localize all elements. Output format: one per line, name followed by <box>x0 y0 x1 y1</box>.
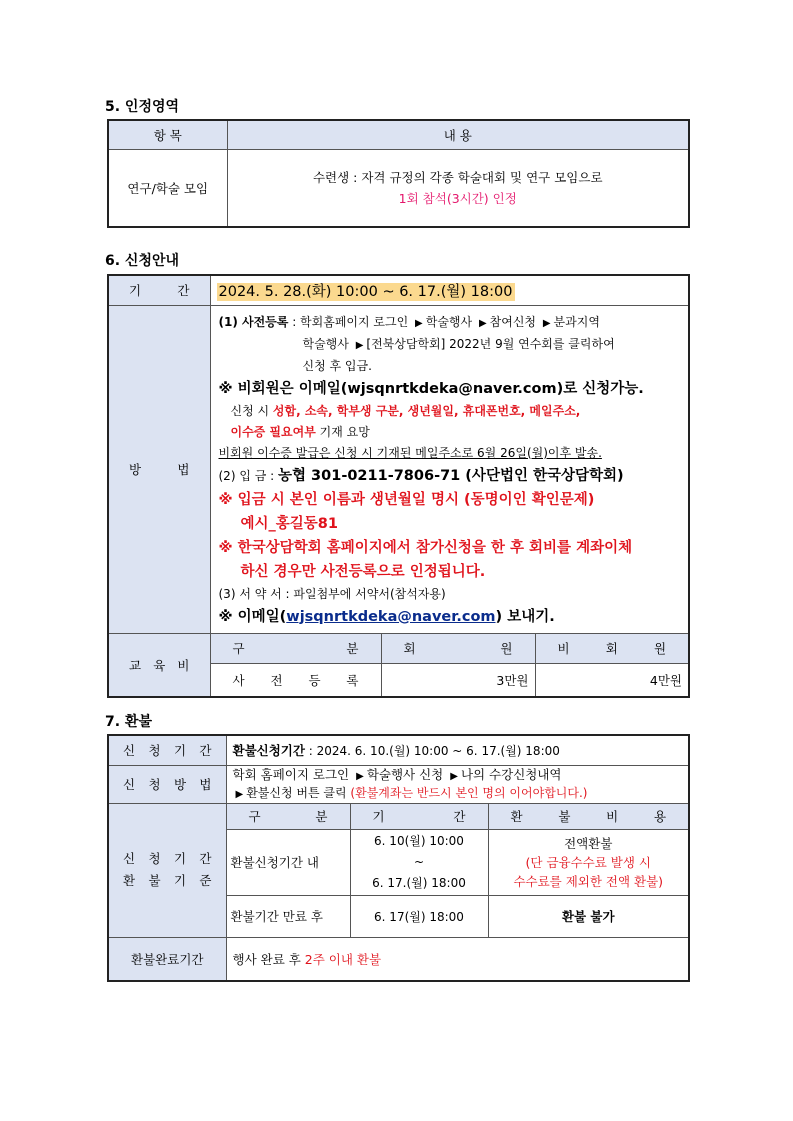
criteria-row2-cost: 환불 불가 <box>488 895 689 937</box>
required-fields: 성함, 소속, 학부생 구분, 생년월일, 휴대폰번호, 메일주소, <box>272 403 581 418</box>
criteria-header-period: 기 간 <box>350 803 488 829</box>
criteria-row1-period: 6. 10(월) 10:00 ~ 6. 17.(월) 18:00 <box>350 829 488 895</box>
row-content-research <box>227 149 689 227</box>
refund-complete-label: 환불완료기간 <box>108 937 226 981</box>
criteria-row1-label: 환불신청기간 내 <box>226 829 350 895</box>
deposit-example: 예시_홍길동81 <box>240 515 338 532</box>
registration-warning-2: 하신 경우만 사전등록으로 인정됩니다. <box>240 563 486 580</box>
refund-table <box>107 734 690 982</box>
nonmember-note: ※ 비회원은 이메일(wjsqnrtkdeka@naver.com)로 신청가능. <box>218 380 644 397</box>
fee-member: 3만원 <box>381 663 535 697</box>
header-content: 내 용 <box>227 120 689 149</box>
section-7-title: 7. 환불 <box>105 714 152 730</box>
arrow-icon: ▶ <box>356 770 364 782</box>
period-label: 기 간 <box>108 275 210 305</box>
refund-complete-value: 행사 완료 후 2주 이내 환불 <box>226 937 689 981</box>
recognition-table <box>107 119 690 228</box>
row-label-research: 연구/학술 모임 <box>108 149 227 227</box>
application-table <box>107 274 690 698</box>
fee-header-category: 구 분 <box>210 633 381 663</box>
registration-warning-1: ※ 한국상담학회 홈페이지에서 참가신청을 한 후 회비를 계좌이체 <box>218 539 633 556</box>
fee-label: 교 육 비 <box>108 633 210 697</box>
method-label: 방 법 <box>108 305 210 633</box>
arrow-icon: ▶ <box>235 788 244 800</box>
refund-period-value: 환불신청기간 : 2024. 6. 10.(월) 10:00 ~ 6. 17.(월) 18:00 <box>226 735 689 765</box>
refund-criteria-label: 신 청 기 간 환 불 기 준 <box>108 803 226 937</box>
criteria-row2-period: 6. 17(월) 18:00 <box>350 895 488 937</box>
deposit-warning: ※ 입금 시 본인 이름과 생년월일 명시 (동명이인 확인문제) <box>218 491 595 508</box>
criteria-row1-cost: 전액환불 (단 금융수수료 발생 시 수수료를 제외한 전액 환불) <box>488 829 689 895</box>
arrow-icon: ▶ <box>450 770 458 782</box>
refund-account-note: (환불계좌는 반드시 본인 명의 이어야합니다.) <box>350 785 588 800</box>
arrow-icon: ▶ <box>415 317 423 329</box>
period-value: 2024. 5. 28.(화) 10:00 ~ 6. 17.(월) 18:00 <box>210 275 689 305</box>
fee-row-label: 사 전 등 록 <box>210 663 381 697</box>
criteria-header-category: 구 분 <box>226 803 350 829</box>
certificate-note: 비회원 이수증 발급은 신청 시 기재된 메일주소로 6월 26일(월)이후 발송. <box>218 445 602 460</box>
header-item: 항 목 <box>108 120 227 149</box>
arrow-icon: ▶ <box>478 317 487 329</box>
email-link[interactable]: wjsqnrtkdeka@naver.com <box>286 608 496 625</box>
section-6-title: 6. 신청안내 <box>105 253 180 269</box>
step-3-pledge: (3) 서 약 서 : 파일첨부에 서약서(참석자용) <box>218 586 446 601</box>
fee-nonmember: 4만원 <box>535 663 689 697</box>
content-line-2: 1회 참석(3시간) 인정 <box>398 190 517 206</box>
step-2-label: (2) 입 금 : <box>218 468 278 483</box>
content-line-1: 수련생 : 자격 규정의 각종 학술대회 및 연구 모임으로 <box>312 169 603 185</box>
arrow-icon: ▶ <box>542 317 551 329</box>
method-content: (1) 사전등록 : 학회홈페이지 로그인 ▶ 학술행사 ▶ 참여신청 ▶ 분과지역 학술행사 ▶ [전북상담학회] 2022년 9월 연수회를 클릭하여 신청 후 입금. ※ 비회원은 이메일(wjsqnrtkdeka@naver.com)로 신청가능. 신청 시 성함, 소속, 학부생 구분, 생년월일, 휴대폰번호, 메일주소, 이수증 필요여부 기재 요망 비회원 이수증 발급은 신청 시 기재된 메일주소로 6월 26일(월)이후 발송. (2) 입 금 : 농협 301-0211-7806-71 (사단법인 한국상담학회) ※ 입금 시 본인 이름과 생년월일 명시 (동명이인 확인문제) 예시_홍길동81 ※ 한국상담학회 홈페이지에서 참가신청을 한 후 회비를 계좌이체 하신 경우만 사전등록으로 인정됩니다. (3) 서 약 서 : 파일첨부에 서약서(참석자용) ※ 이메일(wjsqnrtkdeka@naver.com) 보내기. <box>210 305 689 633</box>
arrow-icon: ▶ <box>355 339 364 351</box>
step-1-line-3: 신청 후 입금. <box>302 358 372 373</box>
bank-account: 농협 301-0211-7806-71 (사단법인 한국상담학회) <box>277 467 624 484</box>
refund-period-label: 신 청 기 간 <box>108 735 226 765</box>
step-1-label: (1) 사전등록 <box>218 314 289 329</box>
refund-method-label: 신 청 방 법 <box>108 765 226 803</box>
refund-method-value: 학회 홈페이지 로그인 ▶ 학술행사 신청 ▶ 나의 수강신청내역 ▶ 환불신청 버튼 클릭 (환불계좌는 반드시 본인 명의 이어야합니다.) <box>226 765 689 803</box>
criteria-header-cost: 환 불 비 용 <box>488 803 689 829</box>
fee-header-nonmember: 비 회 원 <box>535 633 689 663</box>
criteria-row2-label: 환불기간 만료 후 <box>226 895 350 937</box>
section-5-title: 5. 인정영역 <box>105 99 180 115</box>
certificate-need: 이수증 필요여부 <box>230 424 316 439</box>
fee-header-member: 회 원 <box>381 633 535 663</box>
